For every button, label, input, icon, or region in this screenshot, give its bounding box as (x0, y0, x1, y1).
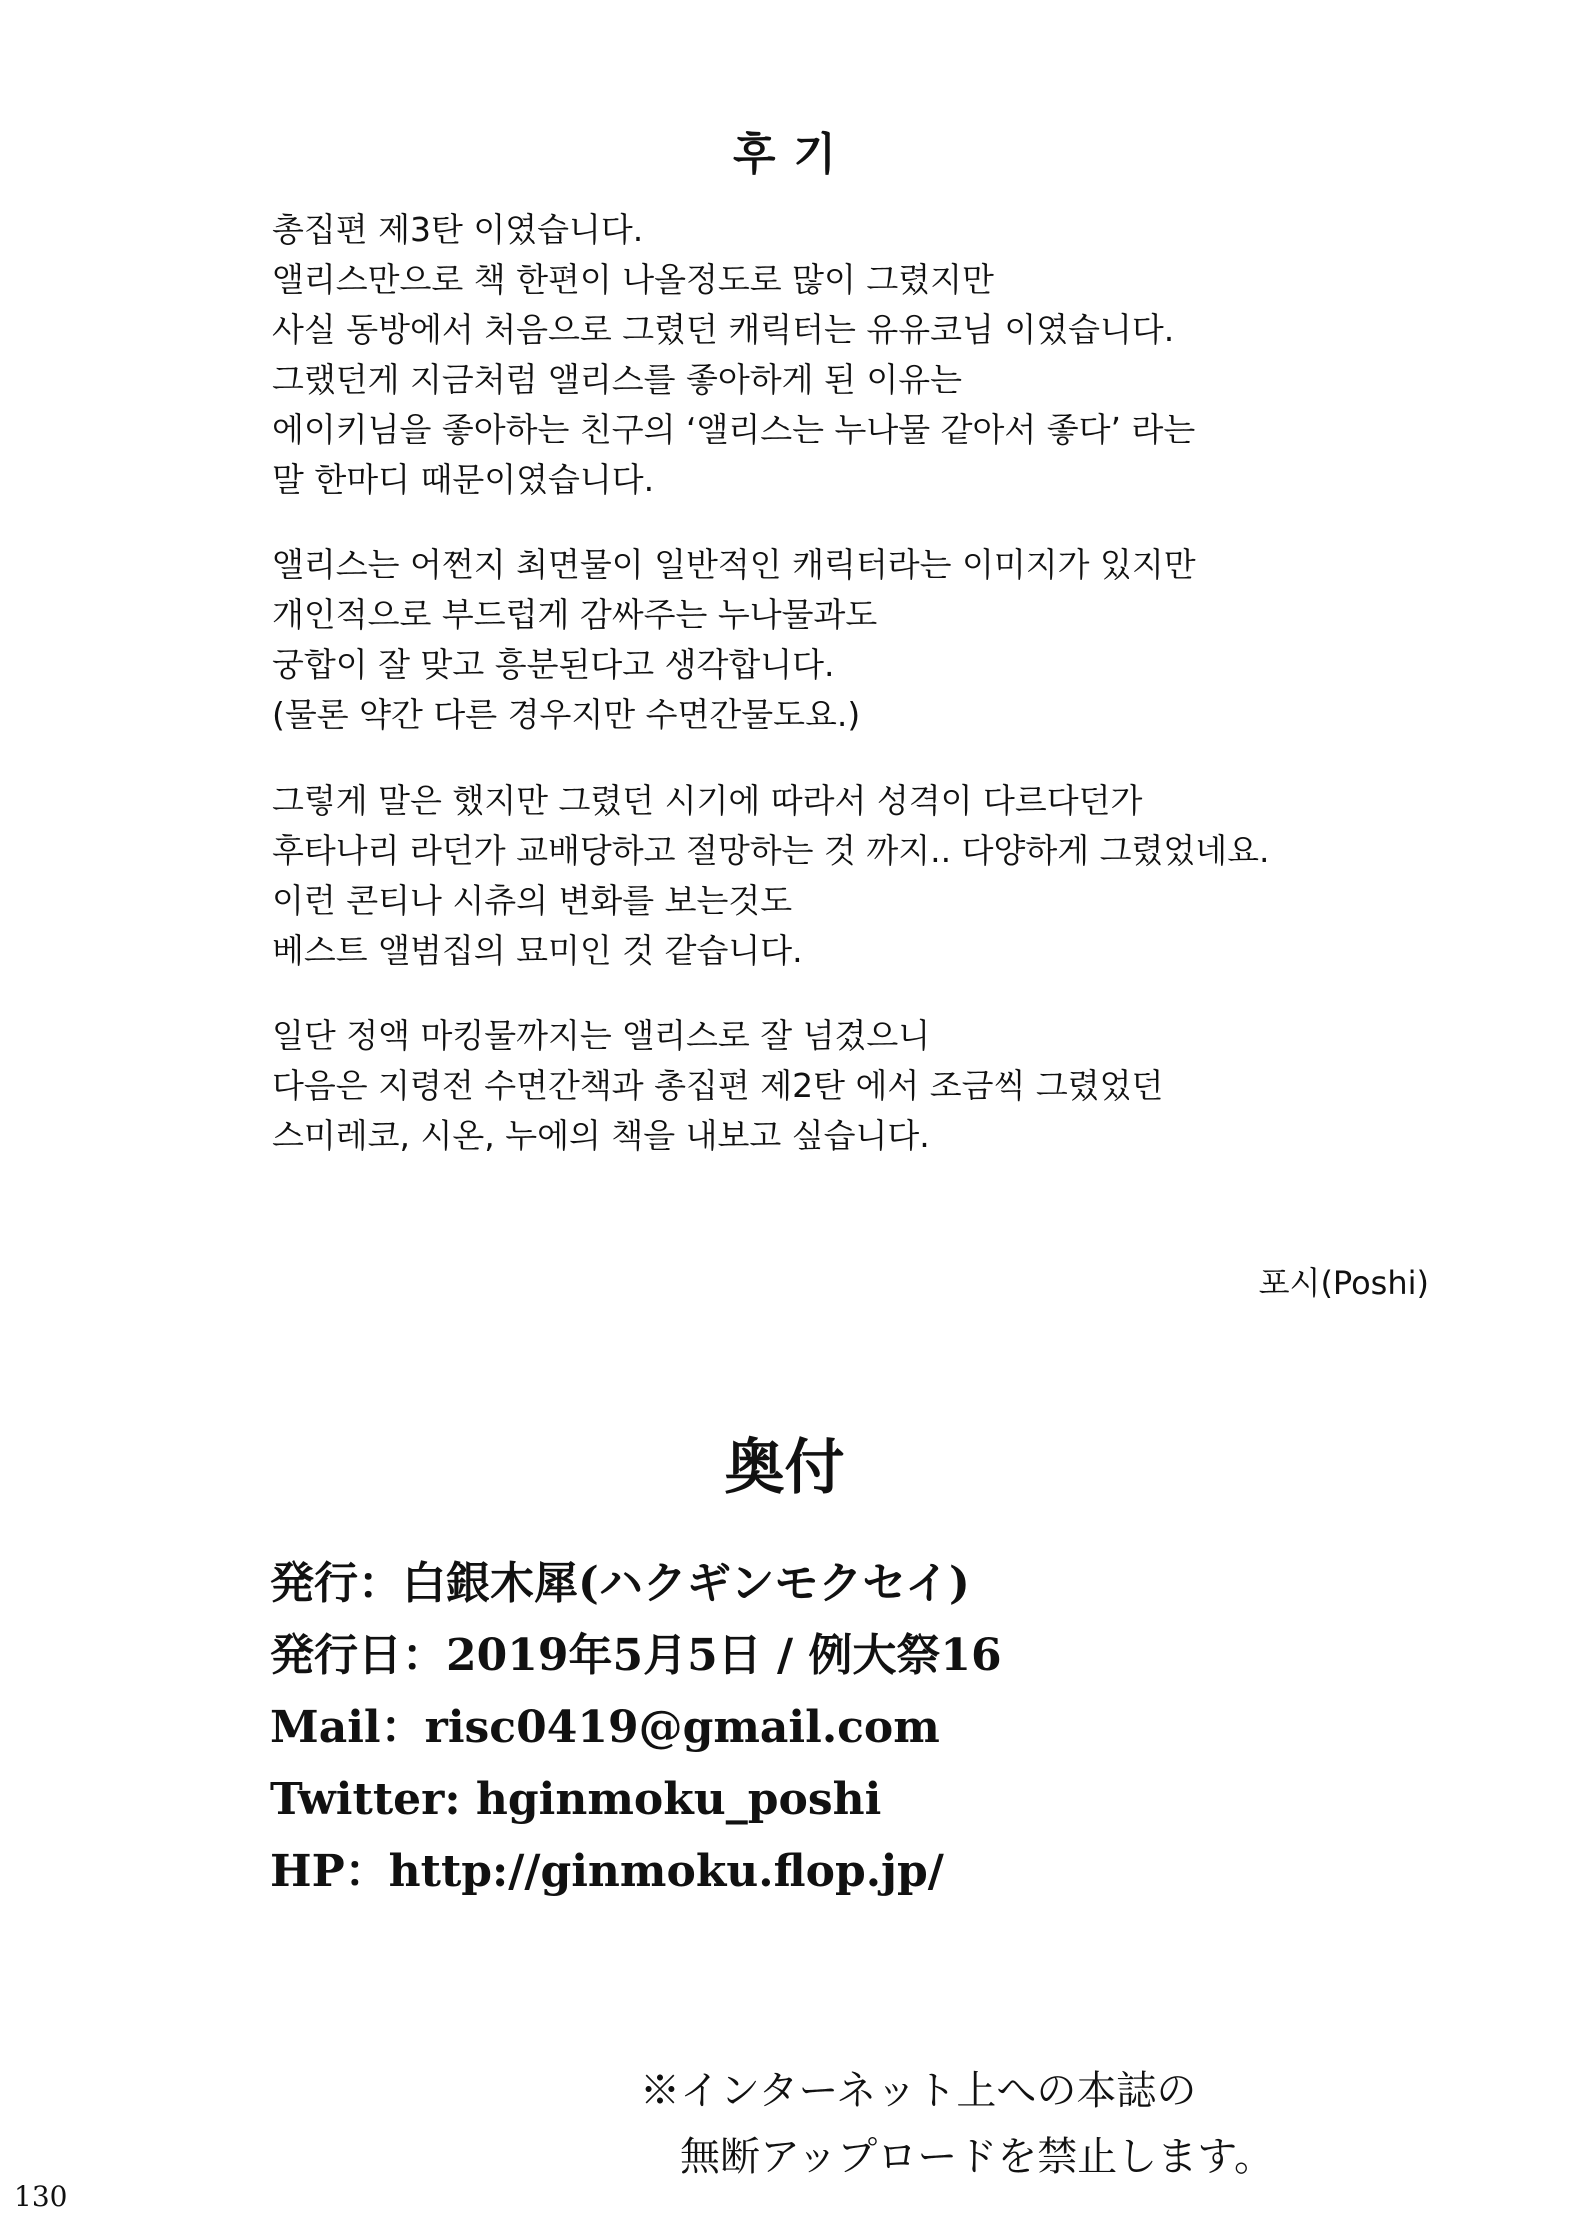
author-signature: 포시(Poshi) (1258, 1264, 1429, 1302)
paragraph-line: 앨리스만으로 책 한편이 나올정도로 많이 그렸지만 (272, 260, 994, 299)
notice-line: 無断アップロードを禁止します。 (680, 2134, 1274, 2180)
notice-line: ※インターネット上への本誌の (640, 2068, 1197, 2114)
colophon-date: 発行日：2019年5月5日 / 例大祭16 (270, 1630, 1002, 1681)
page-number: 130 (14, 2180, 68, 2213)
paragraph-line: 사실 동방에서 처음으로 그렸던 캐릭터는 유유코님 이였습니다. (272, 310, 1175, 349)
paragraph-line: 에이키님을 좋아하는 친구의 ‘앨리스는 누나물 같아서 좋다’ 라는 (272, 410, 1196, 449)
paragraph-line: 일단 정액 마킹물까지는 앨리스로 잘 넘겼으니 (272, 1016, 931, 1055)
paragraph-line: 말 한마디 때문이였습니다. (272, 460, 655, 499)
colophon-homepage: HP：http://ginmoku.flop.jp/ (270, 1846, 944, 1897)
paragraph-line: 스미레코, 시온, 누에의 책을 내보고 싶습니다. (272, 1116, 930, 1155)
afterword-paragraph-4 (272, 1011, 1392, 1161)
afterword-paragraph-1 (272, 205, 1392, 505)
afterword-paragraph-2 (272, 540, 1392, 740)
upload-prohibition-notice (640, 2058, 1274, 2190)
colophon-mail: Mail：risc0419@gmail.com (270, 1702, 940, 1753)
paragraph-line: 총집편 제3탄 이였습니다. (272, 210, 644, 249)
paragraph-line: 후타나리 라던가 교배당하고 절망하는 것 까지.. 다양하게 그렸었네요. (272, 831, 1270, 870)
paragraph-line: 이런 콘티나 시츄의 변화를 보는것도 (272, 881, 793, 920)
paragraph-line: (물론 약간 다른 경우지만 수면간물도요.) (272, 695, 861, 734)
paragraph-line: 베스트 앨범집의 묘미인 것 같습니다. (272, 931, 803, 970)
paragraph-line: 개인적으로 부드럽게 감싸주는 누나물과도 (272, 595, 878, 634)
paragraph-line: 다음은 지령전 수면간책과 총집편 제2탄 에서 조금씩 그렸었던 (272, 1066, 1164, 1105)
afterword-title: 후기 (732, 129, 854, 180)
colophon-twitter: Twitter: hginmoku_poshi (270, 1774, 882, 1825)
colophon-title: 奥付 (724, 1433, 845, 1503)
paragraph-line: 그랬던게 지금처럼 앨리스를 좋아하게 된 이유는 (272, 360, 963, 399)
afterword-paragraph-3 (272, 776, 1392, 976)
colophon-publisher: 発行：白銀木犀(ハクギンモクセイ) (270, 1558, 970, 1609)
paragraph-line: 그렇게 말은 했지만 그렸던 시기에 따라서 성격이 다르다던가 (272, 781, 1143, 820)
paragraph-line: 앨리스는 어쩐지 최면물이 일반적인 캐릭터라는 이미지가 있지만 (272, 545, 1196, 584)
paragraph-line: 궁합이 잘 맞고 흥분된다고 생각합니다. (272, 645, 835, 684)
colophon-details (270, 1548, 1002, 1908)
